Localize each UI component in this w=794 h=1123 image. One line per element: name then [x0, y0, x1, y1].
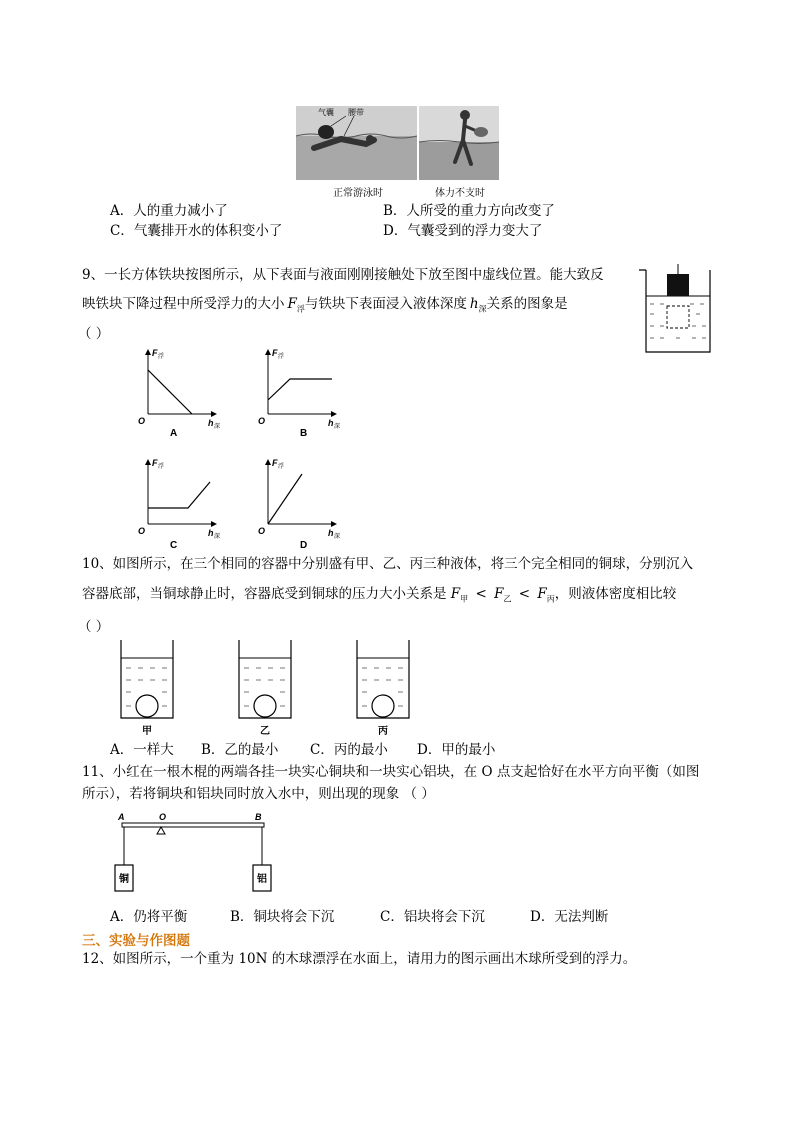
svg-text:深: 深: [334, 534, 341, 540]
svg-text:深: 深: [334, 424, 341, 430]
wooden-stick: [122, 823, 264, 827]
q9-b-curve: [268, 379, 332, 400]
label-bing: 丙: [378, 726, 388, 737]
q8-photo-exhausted: [419, 106, 499, 180]
q11-option-c: C．铝块将会下沉: [380, 909, 485, 925]
svg-text:h: h: [328, 528, 334, 538]
label-yi: 乙: [260, 726, 270, 737]
q9-label-c: C: [170, 540, 178, 551]
callout-airbag: 气囊: [318, 108, 334, 117]
q9-text-line2: 映铁块下降过程中所受浮力的大小 $F_浮$与铁块下表面浸入液体深度 $h_深$关系的图象是: [82, 296, 568, 314]
q9-answer-paren: （ ）: [78, 326, 110, 342]
svg-text:O: O: [258, 416, 266, 426]
svg-text:浮: 浮: [158, 354, 165, 360]
q11-text-line2: 所示），若将铜块和铝块同时放入水中，则出现的现象 （ ）: [82, 786, 435, 802]
q10-option-a: A．一样大: [110, 742, 174, 758]
svg-text:O: O: [138, 416, 146, 426]
q10-text-line1: 10、如图所示，在三个相同的容器中分别盛有甲、乙、丙三种液体，将三个完全相同的铜球，分别沉入: [82, 556, 694, 572]
q11-lever-diagram: [110, 810, 280, 896]
q9-graph-a: [138, 348, 220, 439]
svg-text:深: 深: [214, 534, 221, 540]
q9-label-a: A: [170, 428, 178, 439]
q8-option-a: A．人的重力减小了: [110, 203, 228, 219]
q10-option-d: D．甲的最小: [417, 742, 496, 758]
q10-answer-paren: （ ）: [78, 619, 110, 635]
svg-text:F: F: [272, 348, 278, 358]
q11-option-d: D．无法判断: [530, 909, 609, 925]
q8-photo-normal-swim: [296, 106, 417, 180]
q8-option-b: B．人所受的重力方向改变了: [383, 203, 555, 219]
svg-text:h: h: [208, 528, 214, 538]
section-title: 三、实验与作图题: [82, 933, 190, 949]
svg-text:h: h: [328, 418, 334, 428]
q10-option-b: B．乙的最小: [201, 742, 279, 758]
svg-text:浮: 浮: [158, 464, 165, 470]
q9-d-curve: [268, 474, 302, 524]
caption-normal-swim: 正常游泳时: [333, 188, 383, 199]
container-jia: [121, 640, 173, 737]
aluminum-block-label: 铝: [257, 874, 267, 885]
q8-option-c: C．气囊排开水的体积变小了: [110, 223, 283, 239]
container-yi: [239, 640, 291, 737]
copper-ball: [254, 695, 276, 717]
q9-a-yaxis: F: [152, 348, 158, 358]
q9-graphs: [136, 344, 356, 554]
svg-text:深: 深: [214, 424, 221, 430]
q9-beaker-diagram: [636, 264, 716, 356]
q9-c-curve: [148, 482, 210, 508]
q9-label-d: D: [300, 540, 308, 551]
svg-text:F: F: [272, 458, 278, 468]
q11-option-a: A．仍将平衡: [110, 909, 188, 925]
svg-text:浮: 浮: [278, 354, 285, 360]
label-jia: 甲: [142, 726, 152, 737]
label-a: A: [118, 812, 125, 822]
svg-text:O: O: [138, 526, 146, 536]
q12-text-line1: 12、如图所示，一个重为 10N 的木球漂浮在水面上，请用力的图示画出木球所受到的浮力。: [82, 951, 637, 967]
caption-exhausted: 体力不支时: [435, 188, 485, 199]
copper-ball: [372, 695, 394, 717]
q10-text-line2: 容器底部，当铜球静止时，容器底受到铜球的压力大小关系是 $F_甲 < F_乙 < F_丙$，则液体密度相比较: [82, 586, 677, 604]
q9-a-curve: [148, 370, 192, 414]
q9-graph-b: [258, 348, 340, 439]
q9-text-line1: 9、一长方体铁块按图所示，从下表面与液面刚刚接触处下放至图中虚线位置。能大致反: [82, 267, 604, 283]
wading-person-illustration: [419, 106, 499, 180]
q10-option-c: C．丙的最小: [310, 742, 388, 758]
q9-graph-c: [138, 458, 220, 551]
svg-text:O: O: [258, 526, 266, 536]
q11-option-b: B．铜块将会下沉: [230, 909, 335, 925]
q10-containers: [116, 638, 416, 738]
copper-block-label: 铜: [119, 874, 129, 885]
q8-option-d: D．气囊受到的浮力变大了: [383, 223, 543, 239]
fulcrum-icon: [157, 827, 165, 834]
q9-graph-d: [258, 458, 340, 551]
container-bing: [357, 640, 409, 737]
svg-text:F: F: [152, 458, 158, 468]
label-o: O: [159, 812, 167, 822]
svg-text:浮: 浮: [278, 464, 285, 470]
callout-strap: 腰带: [348, 108, 364, 117]
copper-ball: [136, 695, 158, 717]
q9-label-b: B: [300, 428, 308, 439]
q11-text-line1: 11、小红在一根木棍的两端各挂一块实心铜块和一块实心铝块，在 O 点支起恰好在水平方向平衡（如图: [82, 764, 700, 780]
svg-text:h: h: [208, 418, 214, 428]
label-b: B: [255, 812, 262, 822]
